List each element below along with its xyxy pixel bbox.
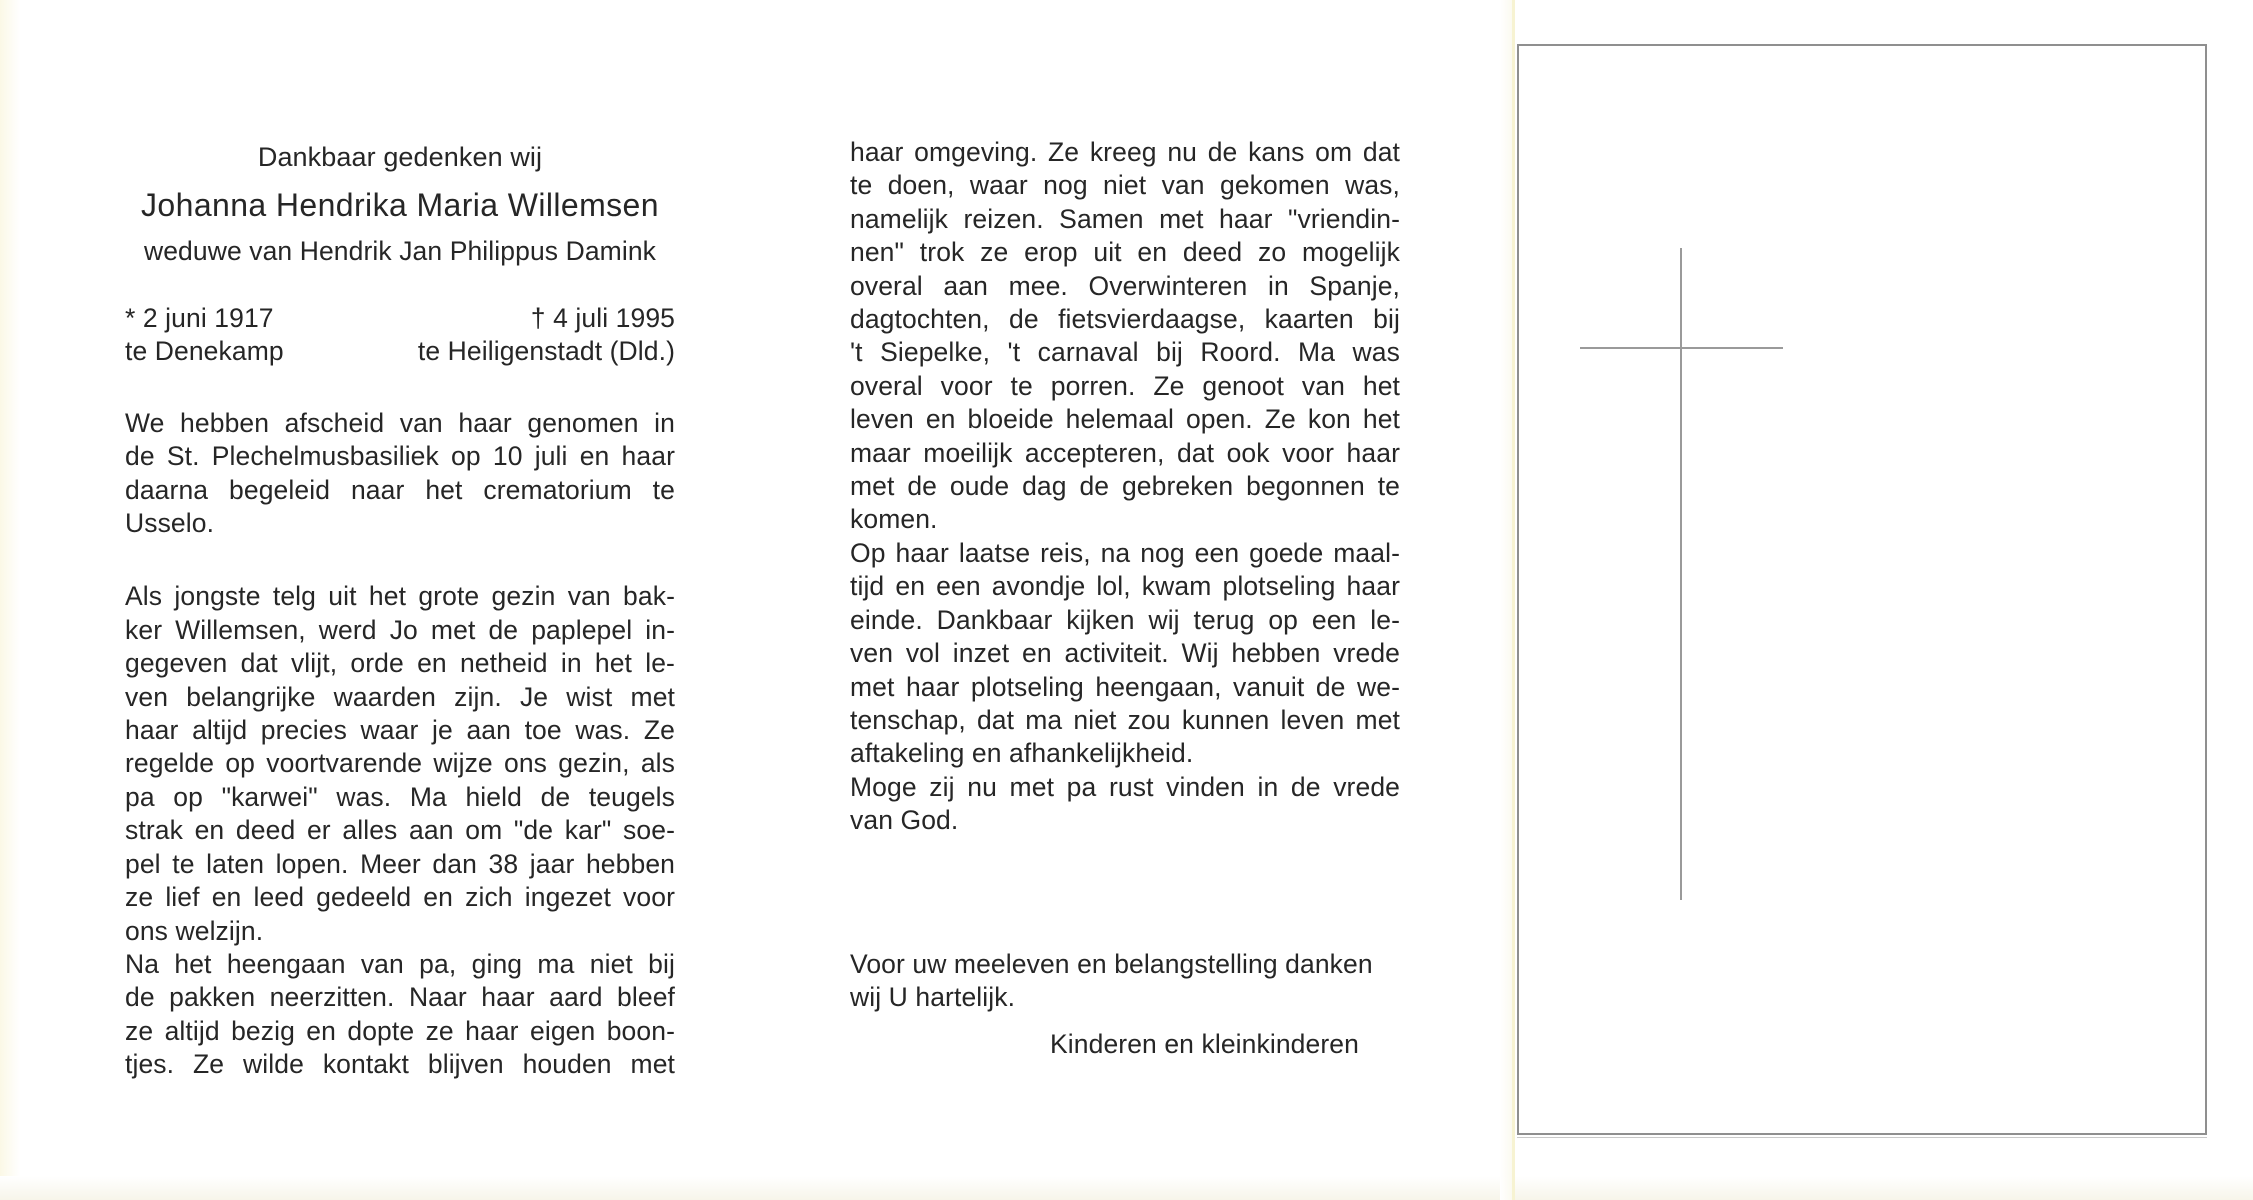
middle-column [850, 136, 1400, 1062]
birth-date: * 2 juni 1917 [125, 303, 274, 333]
text-line: pa op "karwei" was. Ma hield de teugels [125, 781, 675, 812]
text-line: ker Willemsen, werd Jo met de paplepel in- [125, 614, 675, 645]
text-line: Moge zij nu met pa rust vinden in de vrede [850, 771, 1400, 802]
text-line: Voor uw meeleven en belangstelling danken [850, 948, 1373, 979]
text-line: met haar plotseling heengaan, vanuit de we- [850, 671, 1400, 702]
dates-block [125, 302, 675, 369]
text-line: overal voor te porren. Ze genoot van het [850, 370, 1400, 401]
text-line: met de oude dag de gebreken begonnen te [850, 471, 1400, 502]
left-column [125, 140, 675, 1082]
paragraph-last-journey [850, 537, 1400, 771]
scan-edge-left [0, 0, 20, 1200]
text-line: de St. Plechelmusbasiliek op 10 juli en haar [125, 441, 675, 472]
text-line: haar omgeving. Ze kreeg nu de kans om dat [850, 137, 1400, 167]
text-line: ven vol inzet en activiteit. Wij hebben vrede [850, 638, 1400, 669]
death-place: te Heiligenstadt (Dld.) [417, 336, 675, 367]
fold-line [1512, 0, 1515, 1200]
text-line: tijd en een avondje lol, kwam plotseling haar [850, 571, 1400, 602]
text-line: overal aan mee. Overwinteren in Spanje, [850, 270, 1400, 301]
front-card-border [1517, 44, 2207, 1135]
text-line: We hebben afscheid van haar genomen in [125, 407, 675, 438]
text-line: komen. [850, 504, 938, 535]
text-line: haar altijd precies waar je aan toe was. Ze [125, 715, 675, 746]
text-line: 't Siepelke, 't carnaval bij Roord. Ma was [850, 337, 1400, 368]
text-line: te doen, waar nog niet van gekomen was, [850, 170, 1400, 201]
cross-icon [1680, 248, 1682, 900]
text-line: Usselo. [125, 508, 215, 539]
thanks-block [850, 948, 1400, 1015]
text-line: aftakeling en afhankelijkheid. [850, 738, 1194, 769]
paragraph-travel [850, 136, 1400, 537]
death-info [418, 302, 675, 369]
text-line: regelde op voortvarende wijze ons gezin, als [125, 748, 675, 779]
text-line: wij U hartelijk. [850, 981, 1016, 1012]
text-line: namelijk reizen. Samen met haar "vriendin- [850, 203, 1400, 234]
signoff: Kinderen en kleinkinderen [1050, 1029, 1359, 1060]
text-line: gegeven dat vlijt, orde en netheid in het le- [125, 648, 675, 679]
text-line: de pakken neerzitten. Naar haar aard bleef [125, 982, 675, 1013]
text-line: nen" trok ze erop uit en deed zo mogelijk [850, 237, 1400, 268]
card-bottom-line [1517, 1137, 2207, 1138]
text-line: tenschap, dat ma niet zou kunnen leven met [850, 704, 1400, 735]
cross-beam [1580, 347, 1783, 349]
text-line: Na het heengaan van pa, ging ma niet bij [125, 948, 675, 979]
scan-edge-bottom [0, 1176, 2253, 1200]
text-line: dagtochten, de fietsvierdaagse, kaarten bij [850, 304, 1400, 335]
text-line: Op haar laatse reis, na nog een goede maal- [850, 537, 1400, 568]
heading: Dankbaar gedenken wij [257, 142, 543, 172]
text-line: leven en bloeide helemaal open. Ze kon het [850, 404, 1400, 435]
birth-place: te Denekamp [125, 336, 284, 367]
text-line: ze lief en leed gedeeld en zich ingezet voor [125, 882, 675, 913]
paragraph-farewell [125, 407, 675, 541]
death-date: † 4 juli 1995 [530, 303, 675, 333]
birth-info [125, 302, 284, 369]
text-line: strak en deed er alles aan om "de kar" soe- [125, 815, 675, 846]
text-line: ze altijd bezig en dopte ze haar eigen boon- [125, 1015, 675, 1046]
paragraph-after-husband [125, 948, 675, 1082]
text-line: pel te laten lopen. Meer dan 38 jaar hebben [125, 848, 675, 879]
text-line: Als jongste telg uit het grote gezin van bak- [125, 581, 675, 612]
paragraph-blessing [850, 771, 1400, 838]
text-line: ons welzijn. [125, 915, 264, 946]
text-line: van God. [850, 805, 959, 836]
text-line: daarna begeleid naar het crematorium te [125, 474, 675, 505]
widow-line: weduwe van Hendrik Jan Philippus Damink [143, 236, 657, 266]
paragraph-life [125, 580, 675, 947]
text-line: tjes. Ze wilde kontakt blijven houden met [125, 1049, 675, 1080]
text-line: ven belangrijke waarden zijn. Je wist met [125, 681, 675, 712]
text-line: maar moeilijk accepteren, dat ook voor haar [850, 437, 1400, 468]
deceased-name: Johanna Hendrika Maria Willemsen [141, 187, 659, 223]
text-line: einde. Dankbaar kijken wij terug op een le- [850, 604, 1400, 635]
fold-shadow [1500, 0, 1512, 1200]
